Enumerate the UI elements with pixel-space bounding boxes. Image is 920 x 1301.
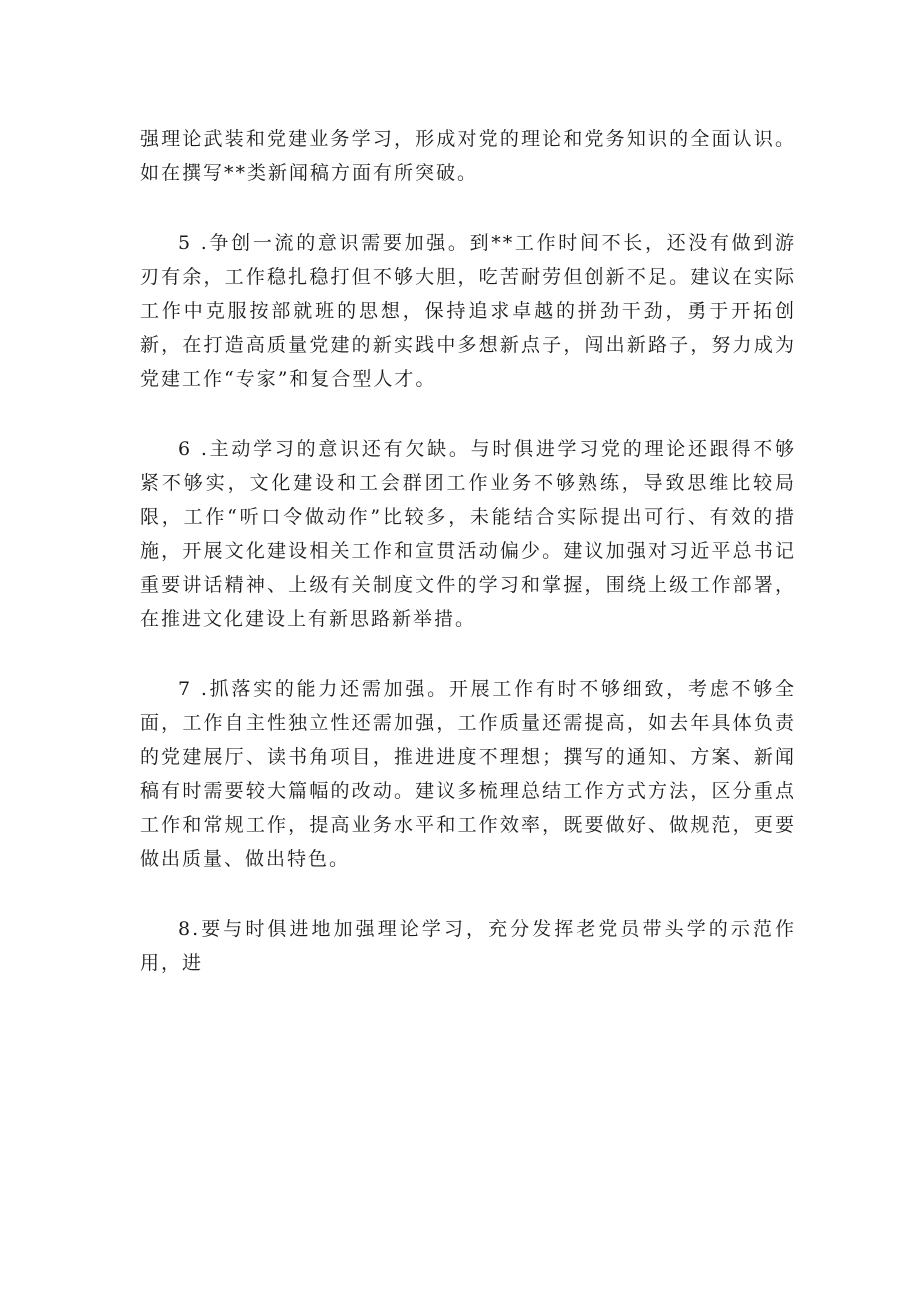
paragraph-continuation: 强理论武装和党建业务学习，形成对党的理论和党务知识的全面认识。如在撰写**类新闻稿方面有所突破。 [140,128,796,184]
paragraph-item-6: 6 .主动学习的意识还有欠缺。与时俱进学习党的理论还跟得不够紧不够实，文化建设和工会群团工作业务不够熟练，导致思维比较局限，工作“听口令做动作”比较多，未能结合实际提出可行、有效的措施，开展文化建设相关工作和宣贯活动偏少。建议加强对习近平总书记重要讲话精神、上级有关制度文件的学习和掌握，围绕上级工作部署，在推进文化建设上有新思路新举措。 [140,438,796,630]
paragraph-item-5: 5 .争创一流的意识需要加强。到**工作时间不长，还没有做到游刃有余，工作稳扎稳打但不够大胆，吃苦耐劳但创新不足。建议在实际工作中克服按部就班的思想，保持追求卓越的拼劲干劲，勇于开拓创新，在打造高质量党建的新实践中多想新点子，闯出新路子，努力成为党建工作“专家”和复合型人才。 [140,232,796,390]
paragraph-item-7: 7 .抓落实的能力还需加强。开展工作有时不够细致，考虑不够全面，工作自主性独立性还需加强，工作质量还需提高，如去年具体负责的党建展厅、读书角项目，推进进度不理想；撰写的通知、方案、新闻稿有时需要较大篇幅的改动。建议多梳理总结工作方式方法，区分重点工作和常规工作，提高业务水平和工作效率，既要做好、做规范，更要做出质量、做出特色。 [140,678,796,870]
paragraph-item-8: 8.要与时俱进地加强理论学习，充分发挥老党员带头学的示范作用，进 [140,918,796,974]
document-body [140,122,796,980]
